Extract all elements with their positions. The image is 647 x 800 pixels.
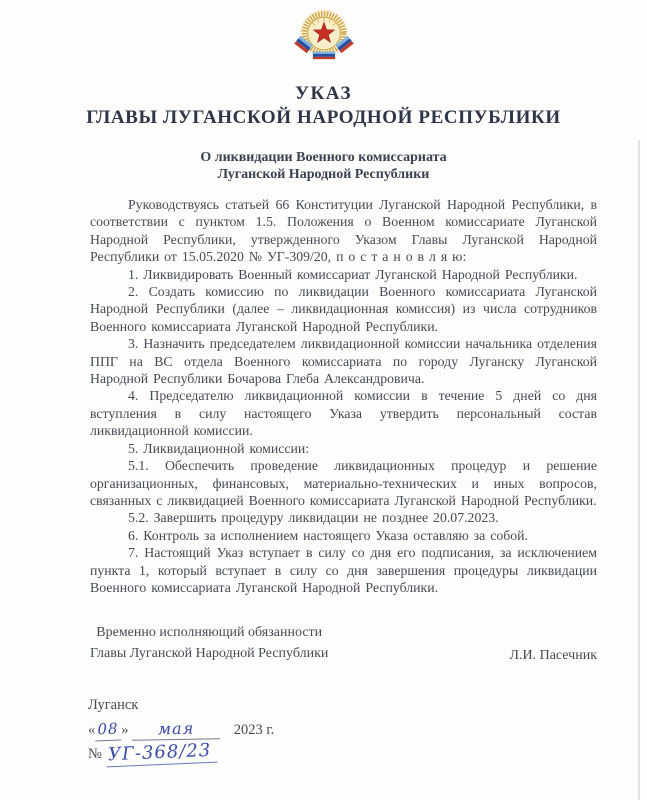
decree-item-5: 5. Ликвидационной комиссии: (128, 440, 310, 456)
handwritten-day: 08 (95, 719, 122, 742)
decree-item-5-1: 5.1. Обеспечить проведение ликвидационных процедур и решение организационных, финансовых, материально-технических и иных вопросов, связанных с ликвидацией Военного комиссариата Луганской Народной Республики. (90, 458, 597, 508)
signature-block (90, 622, 597, 664)
issue-year: 2023 г. (233, 722, 275, 739)
issue-city: Луганск (88, 697, 139, 714)
decree-item-6: 6. Контроль за исполнением настоящего Указа оставляю за собой. (128, 527, 528, 543)
decree-item-4: 4. Председателю ликвидационной комиссии в течение 5 дней со дня вступления в силу настоящего Указа утвердить персональный состав ликвидационной комиссии. (90, 388, 597, 439)
title-block (0, 83, 647, 129)
decree-issuer-title: ГЛАВЫ ЛУГАНСКОЙ НАРОДНОЙ РЕСПУБЛИКИ (86, 107, 561, 128)
signatory-position-line1: Временно исполняющий обязанности (96, 625, 323, 641)
decree-item-2: 2. Создать комиссию по ликвидации Военного комиссариата Луганской Народной Республики (далее – ликвидационная комиссия) из числа сотрудников Военного комиссариата Луганской Народной Республики. (90, 284, 597, 334)
quote-close: » (121, 722, 129, 739)
handwritten-decree-number: УГ-368/23 (105, 740, 217, 768)
decree-item-3: 3. Назначить председателем ликвидационной комиссии начальника отделения ППГ на ВС отдела Военного комиссариата по городу Луганску Луганской Народной Республики Бочарова Глеба Александровича. (90, 336, 597, 387)
lnr-coat-of-arms-icon (285, 6, 363, 66)
handwritten-month: мая (132, 718, 220, 742)
decree-number-line (88, 742, 597, 765)
decree-subject (0, 149, 647, 183)
signatory-position-line2: Главы Луганской Народной Республики (90, 646, 329, 662)
footer-block (88, 696, 597, 765)
signatory-name: Л.И. Пасечник (509, 648, 597, 664)
emblem-container (0, 0, 647, 71)
decree-item-5-2: 5.2. Завершить процедуру ликвидации не позднее 20.07.2023. (128, 510, 499, 526)
issue-date-line (88, 718, 597, 741)
decree-title: УКАЗ (295, 83, 352, 104)
decree-subject-line1: О ликвидации Военного комиссариата (200, 150, 447, 165)
scan-edge-line (638, 140, 640, 800)
decree-item-7: 7. Настоящий Указ вступает в силу со дня его подписания, за исключением пункта 1, который вступает в силу со дня завершения процедуры ликвидации Военного комиссариата Луганской Народной Республики. (90, 545, 597, 595)
decree-body (90, 196, 597, 596)
number-label: № (88, 746, 102, 763)
preamble-paragraph: Руководствуясь статьей 66 Конституции Луганской Народной Республики, в соответствии с пунктом 1.5. Положения о Военном комиссариате Луганской Народной Республики, утвержденного Указом Главы Луганской Народной Республики от 15.05.2020 № УГ-309/20, п о с т а н о в л я ю: (90, 197, 597, 265)
quote-open: « (88, 722, 96, 739)
decree-subject-line2: Луганской Народной Республики (217, 167, 430, 182)
decree-item-1: 1. Ликвидировать Военный комиссариат Луганской Народной Республики. (128, 266, 578, 282)
signatory-position (90, 622, 328, 664)
